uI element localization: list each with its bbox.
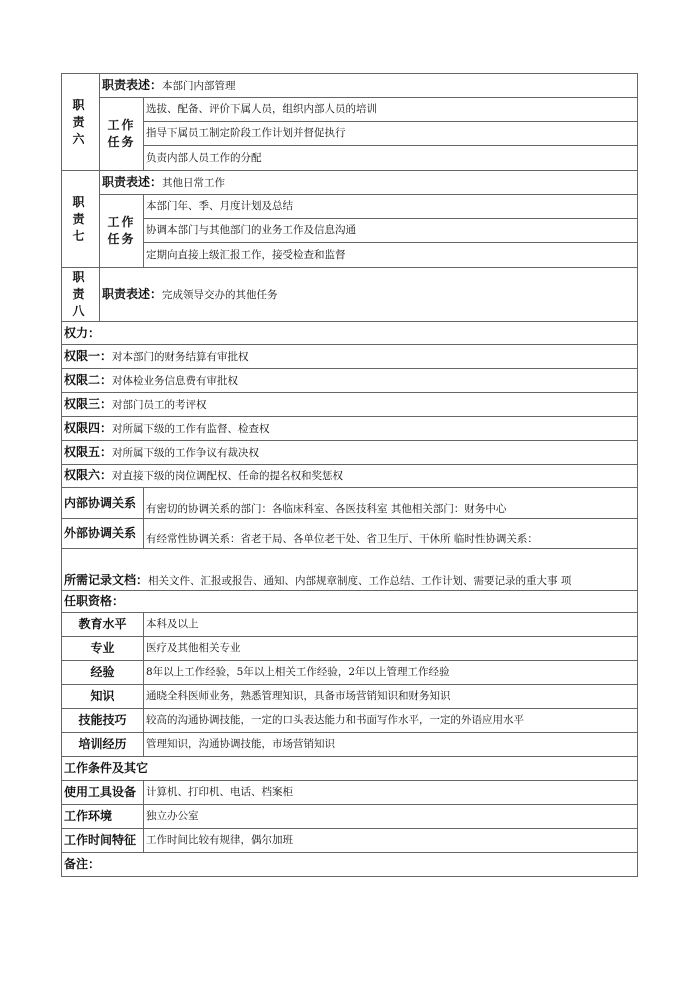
conditions-heading: 工作条件及其它 xyxy=(62,757,638,781)
duty7-task: 定期向直接上级汇报工作，接受检查和监督 xyxy=(144,243,638,268)
qualification-label: 知识 xyxy=(62,685,144,709)
condition-value: 工作时间比较有规律，偶尔加班 xyxy=(144,829,638,853)
external-relations-text: 有经常性协调关系：省老干局、各单位老干处、省卫生厅、干休所 临时性协调关系： xyxy=(144,519,638,549)
qualification-value: 8年以上工作经验，5年以上相关工作经验，2年以上管理工作经验 xyxy=(144,661,638,685)
internal-relations-label: 内部协调关系 xyxy=(62,488,144,519)
records-row xyxy=(62,549,638,591)
duty7-statement-label: 职责表述： xyxy=(102,174,163,189)
duty7-task: 协调本部门与其他部门的业务工作及信息沟通 xyxy=(144,219,638,243)
condition-value: 独立办公室 xyxy=(144,805,638,829)
duty7-statement-row xyxy=(62,171,638,195)
duty7-task-label: 工作 任务 xyxy=(100,195,144,268)
records-text: 相关文件、汇报或报告、通知、内部规章制度、工作总结、工作计划、需要记录的重大事 项 xyxy=(148,575,572,587)
duty6-statement-label: 职责表述： xyxy=(102,77,163,92)
power-item: 权限六：对直接下级的岗位调配权、任命的提名权和奖惩权 xyxy=(62,465,638,488)
power-item: 权限二：对体检业务信息费有审批权 xyxy=(62,369,638,393)
duty6-title: 职 责 六 xyxy=(62,74,100,171)
duty7-task: 本部门年、季、月度计划及总结 xyxy=(144,195,638,219)
duty8-statement: 完成领导交办的其他任务 xyxy=(162,288,278,301)
records-label: 所需记录文档： xyxy=(64,573,149,587)
power-item: 权限一：对本部门的财务结算有审批权 xyxy=(62,345,638,369)
qualification-value: 管理知识，沟通协调技能，市场营销知识 xyxy=(144,733,638,757)
power-item: 权限五：对所属下级的工作争议有裁决权 xyxy=(62,441,638,465)
qualification-value: 医疗及其他相关专业 xyxy=(144,637,638,661)
internal-relations-text: 有密切的协调关系的部门：各临床科室、各医技科室 其他相关部门：财务中心 xyxy=(144,488,638,519)
remarks-label: 备注： xyxy=(62,853,638,877)
duty6-task: 指导下属员工制定阶段工作计划并督促执行 xyxy=(144,122,638,146)
duty6-task-label: 工作 任务 xyxy=(100,98,144,171)
qualification-label: 培训经历 xyxy=(62,733,144,757)
duty8-row xyxy=(62,268,638,322)
condition-value: 计算机、打印机、电话、档案柜 xyxy=(144,781,638,805)
power-item: 权限三：对部门员工的考评权 xyxy=(62,393,638,417)
qualification-heading: 任职资格： xyxy=(62,591,638,613)
duty6-task: 选拔、配备、评价下属人员，组织内部人员的培训 xyxy=(144,98,638,122)
duty8-title: 职 责 八 xyxy=(62,268,100,322)
duty6-statement: 本部门内部管理 xyxy=(162,79,236,92)
qualification-value: 通晓全科医师业务，熟悉管理知识，具备市场营销知识和财务知识 xyxy=(144,685,638,709)
power-item: 权限四：对所属下级的工作有监督、检查权 xyxy=(62,417,638,441)
qualification-label: 技能技巧 xyxy=(62,709,144,733)
power-heading: 权力： xyxy=(62,322,638,345)
duty8-statement-label: 职责表述： xyxy=(102,286,163,301)
qualification-value: 本科及以上 xyxy=(144,613,638,637)
qualification-value: 较高的沟通协调技能，一定的口头表达能力和书面写作水平，一定的外语应用水平 xyxy=(144,709,638,733)
duty6-task: 负责内部人员工作的分配 xyxy=(144,146,638,171)
condition-label: 工作时间特征 xyxy=(62,829,144,853)
qualification-label: 经验 xyxy=(62,661,144,685)
external-relations-label: 外部协调关系 xyxy=(62,519,144,549)
duty7-statement: 其他日常工作 xyxy=(162,176,226,189)
job-description-table xyxy=(61,73,638,877)
qualification-label: 专业 xyxy=(62,637,144,661)
condition-label: 工作环境 xyxy=(62,805,144,829)
duty7-title: 职 责 七 xyxy=(62,171,100,268)
job-description-sheet xyxy=(61,73,637,877)
qualification-label: 教育水平 xyxy=(62,613,144,637)
condition-label: 使用工具设备 xyxy=(62,781,144,805)
duty6-statement-row xyxy=(62,74,638,98)
